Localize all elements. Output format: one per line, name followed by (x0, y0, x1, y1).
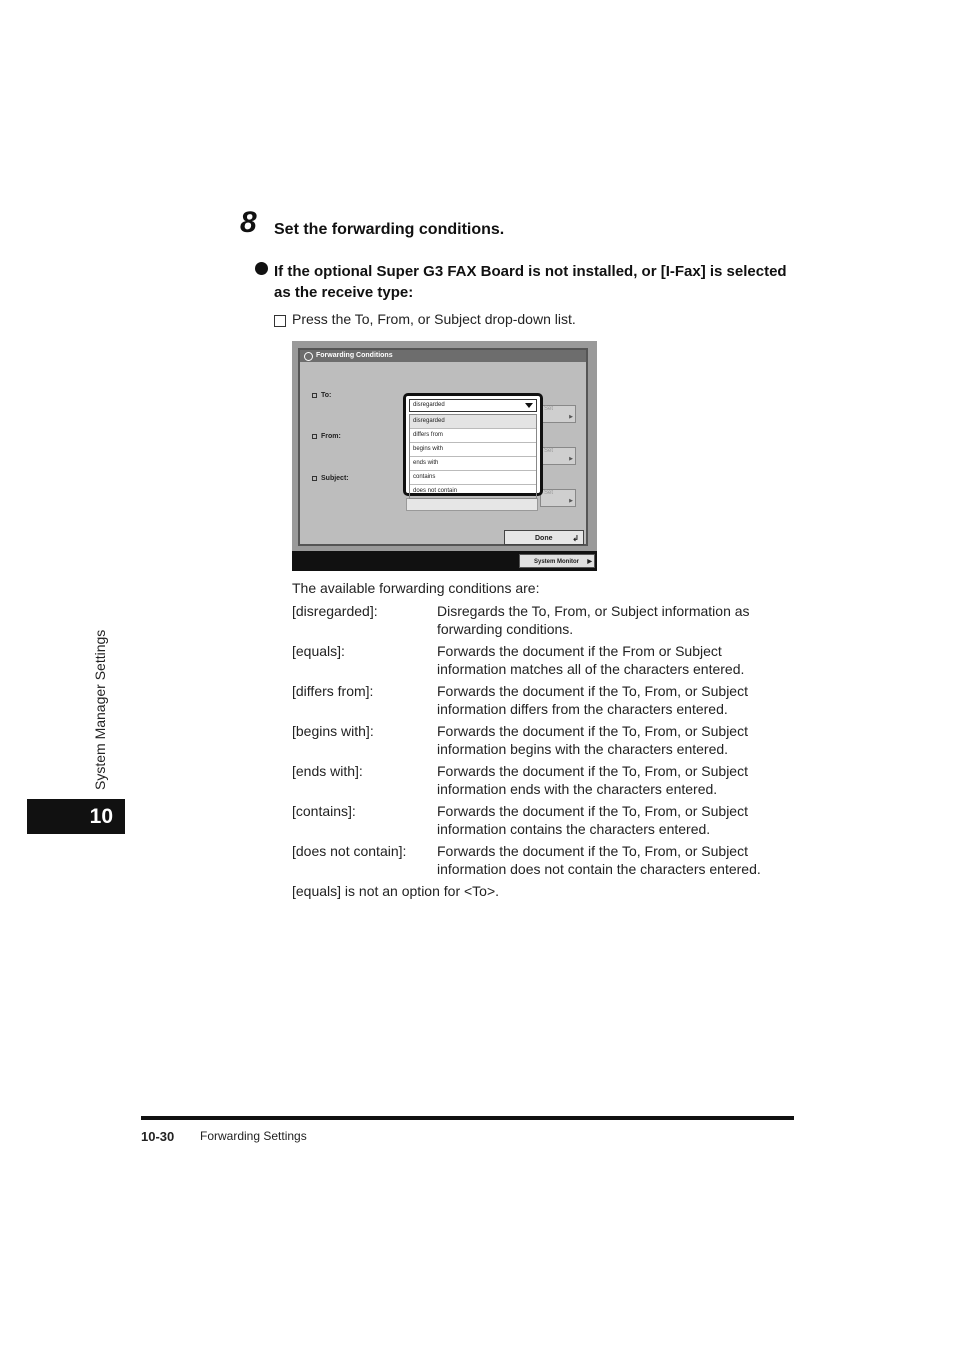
subject-set-button[interactable] (540, 489, 576, 507)
dropdown-option[interactable]: differs from (410, 429, 536, 443)
step-title: Set the forwarding conditions. (274, 221, 505, 238)
condition-row (292, 762, 792, 798)
equals-note: [equals] is not an option for <To>. (292, 883, 500, 899)
condition-desc: Forwards the document if the From or Subject information matches all of the characters entered. (437, 643, 745, 677)
condition-desc: Forwards the document if the To, From, or Subject information does not contain the characters entered. (437, 843, 761, 877)
to-set-label: Set (544, 406, 554, 412)
done-button[interactable] (504, 530, 584, 545)
subject-dropdown[interactable] (406, 498, 538, 511)
conditions-list (292, 602, 792, 882)
condition-term: [begins with]: (292, 723, 374, 739)
dropdown-option[interactable]: disregarded (410, 415, 536, 429)
condition-row (292, 602, 792, 638)
conditions-intro: The available forwarding conditions are: (292, 580, 540, 596)
condition-desc: Forwards the document if the To, From, or Subject information ends with the characters entered. (437, 763, 748, 797)
enter-arrow-icon: ↲ (572, 534, 579, 543)
condition-desc: Forwards the document if the To, From, or Subject information differs from the characters entered. (437, 683, 748, 717)
condition-term: [equals]: (292, 643, 345, 659)
condition-desc: Disregards the To, From, or Subject information as forwarding conditions. (437, 603, 750, 637)
from-label: From: (312, 433, 341, 440)
dropdown-option[interactable]: ends with (410, 457, 536, 471)
arrow-right-icon: ▶ (569, 456, 573, 462)
system-monitor-button[interactable] (519, 554, 595, 568)
arrow-right-icon: ▶ (587, 559, 592, 565)
dropdown-selected-value: disregarded (413, 402, 445, 408)
dropdown-selected[interactable] (409, 399, 537, 412)
panel-title-bar (300, 350, 586, 362)
arrow-right-icon: ▶ (569, 414, 573, 420)
footer-section-title: Forwarding Settings (200, 1129, 307, 1143)
step-number: 8 (240, 206, 257, 239)
condition-term: [disregarded]: (292, 603, 378, 619)
condition-row (292, 722, 792, 758)
panel-title: Forwarding Conditions (316, 352, 393, 359)
chevron-down-icon (525, 403, 533, 408)
from-set-label: Set (544, 448, 554, 454)
subject-label: Subject: (312, 475, 349, 482)
forwarding-conditions-panel (298, 348, 588, 546)
from-set-button[interactable] (540, 447, 576, 465)
condition-desc: Forwards the document if the To, From, or Subject information begins with the characters entered. (437, 723, 748, 757)
checkbox-icon (274, 315, 286, 327)
condition-row (292, 802, 792, 838)
system-monitor-label: System Monitor (534, 559, 580, 565)
dropdown-list (409, 414, 537, 499)
condition-term: [does not contain]: (292, 843, 407, 859)
to-set-button[interactable] (540, 405, 576, 423)
footer-page-number: 10-30 (141, 1129, 175, 1144)
footer-rule (141, 1116, 794, 1120)
arrow-right-icon: ▶ (569, 498, 573, 504)
chapter-number-tab: 10 (27, 799, 125, 834)
bullet-condition-text: If the optional Super G3 FAX Board is not installed, or [I-Fax] is selected as the receive type: (274, 263, 787, 301)
condition-row (292, 682, 792, 718)
to-label: To: (312, 392, 331, 399)
dropdown-option[interactable]: begins with (410, 443, 536, 457)
condition-term: [ends with]: (292, 763, 363, 779)
done-label: Done (535, 535, 553, 542)
instruction-text: Press the To, From, or Subject drop-down list. (292, 311, 576, 327)
subject-set-label: Set (544, 490, 554, 496)
condition-term: [contains]: (292, 803, 356, 819)
status-bar (292, 551, 597, 571)
condition-desc: Forwards the document if the To, From, or Subject information contains the characters entered. (437, 803, 748, 837)
forwarding-conditions-screenshot (292, 341, 597, 571)
bullet-icon (255, 262, 268, 275)
chapter-side-label: System Manager Settings (92, 629, 108, 790)
condition-term: [differs from]: (292, 683, 374, 699)
condition-row (292, 642, 792, 678)
condition-row (292, 842, 792, 878)
dropdown-option[interactable]: does not contain (413, 488, 458, 494)
settings-icon (304, 352, 313, 361)
to-dropdown-open[interactable] (403, 393, 543, 496)
dropdown-option[interactable]: contains (410, 471, 536, 485)
